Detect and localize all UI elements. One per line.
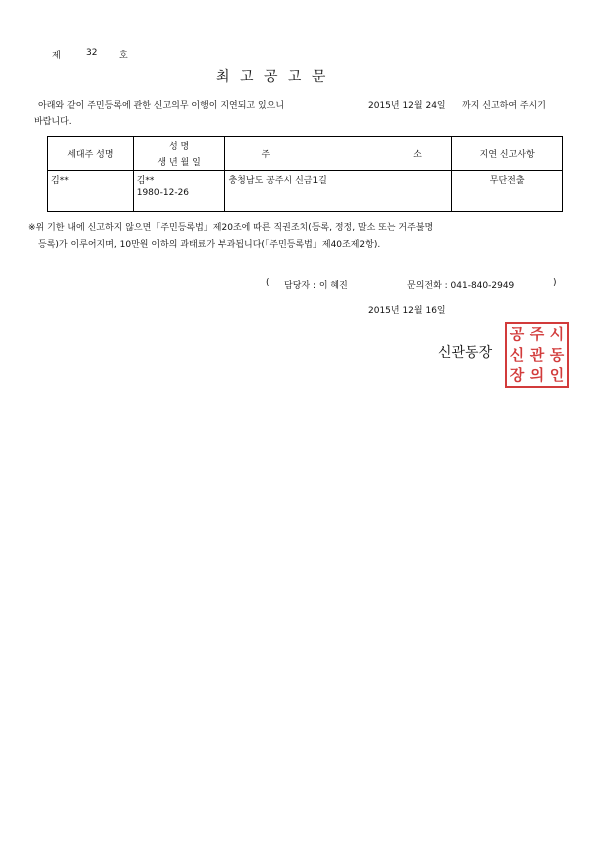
seal-char: 주 <box>529 325 545 343</box>
intro-text-tail: 까지 신고하여 주시기 <box>462 101 546 111</box>
doc-number: 32 <box>86 48 98 58</box>
table-row <box>48 171 563 212</box>
cell-late-report: 무단전출 <box>452 171 563 212</box>
notice-text-line2: 등록)가 이루어지며, 10만원 이하의 과태료가 부과됩니다(「주민등록법」제40조제2항). <box>38 240 381 250</box>
seal-char: 공 <box>509 325 525 343</box>
intro-text-line2: 바랍니다. <box>34 117 72 127</box>
seal-char: 시 <box>549 325 565 343</box>
issue-date: 2015년 12월 16일 <box>368 306 446 316</box>
signer-name: 신관동장 <box>438 345 493 361</box>
seal-char: 의 <box>529 366 545 385</box>
header-householder: 세대주 성명 <box>48 137 134 171</box>
cell-name: 김** <box>136 176 155 186</box>
seal-char: 장 <box>509 366 525 385</box>
cell-birth: 1980-12-26 <box>136 188 190 198</box>
contact-open-paren: ( <box>266 278 270 288</box>
seal-char: 관 <box>529 345 545 364</box>
official-seal <box>505 322 569 388</box>
header-address-1: 주 <box>261 150 271 160</box>
header-address-2: 소 <box>413 150 422 160</box>
doc-number-suffix: 호 <box>119 51 128 61</box>
notice-text-line1: ※위 기한 내에 신고하지 않으면「주민등록법」제20조에 따른 직권조치(등록, 정정, 말소 또는 거주불명 <box>28 223 434 233</box>
header-birth: 생 년 월 일 <box>157 158 201 168</box>
contact-person: 담당자 : 이 혜진 <box>284 281 348 291</box>
table-header-row <box>48 137 563 171</box>
seal-char: 인 <box>549 366 565 385</box>
contact-phone: 문의전화 : 041-840-2949 <box>407 281 515 291</box>
intro-text: 아래와 같이 주민등록에 관한 신고의무 이행이 지연되고 있으니 <box>38 101 285 111</box>
contact-close-paren: ) <box>553 278 557 288</box>
header-name: 성 명 <box>168 142 190 152</box>
header-name-birth <box>133 137 225 171</box>
header-address <box>225 137 452 171</box>
seal-char: 신 <box>509 345 525 364</box>
deadline-date: 2015년 12월 24일 <box>368 101 446 111</box>
page-title: 최 고 공 고 문 <box>216 69 326 85</box>
cell-name-birth <box>133 171 225 212</box>
cell-address: 충청남도 공주시 신금1길 <box>225 171 452 212</box>
seal-char: 동 <box>549 345 565 364</box>
header-late-report: 지연 신고사항 <box>452 137 563 171</box>
registration-table <box>47 136 563 212</box>
cell-householder: 김** <box>48 171 134 212</box>
doc-number-prefix: 제 <box>52 51 61 61</box>
